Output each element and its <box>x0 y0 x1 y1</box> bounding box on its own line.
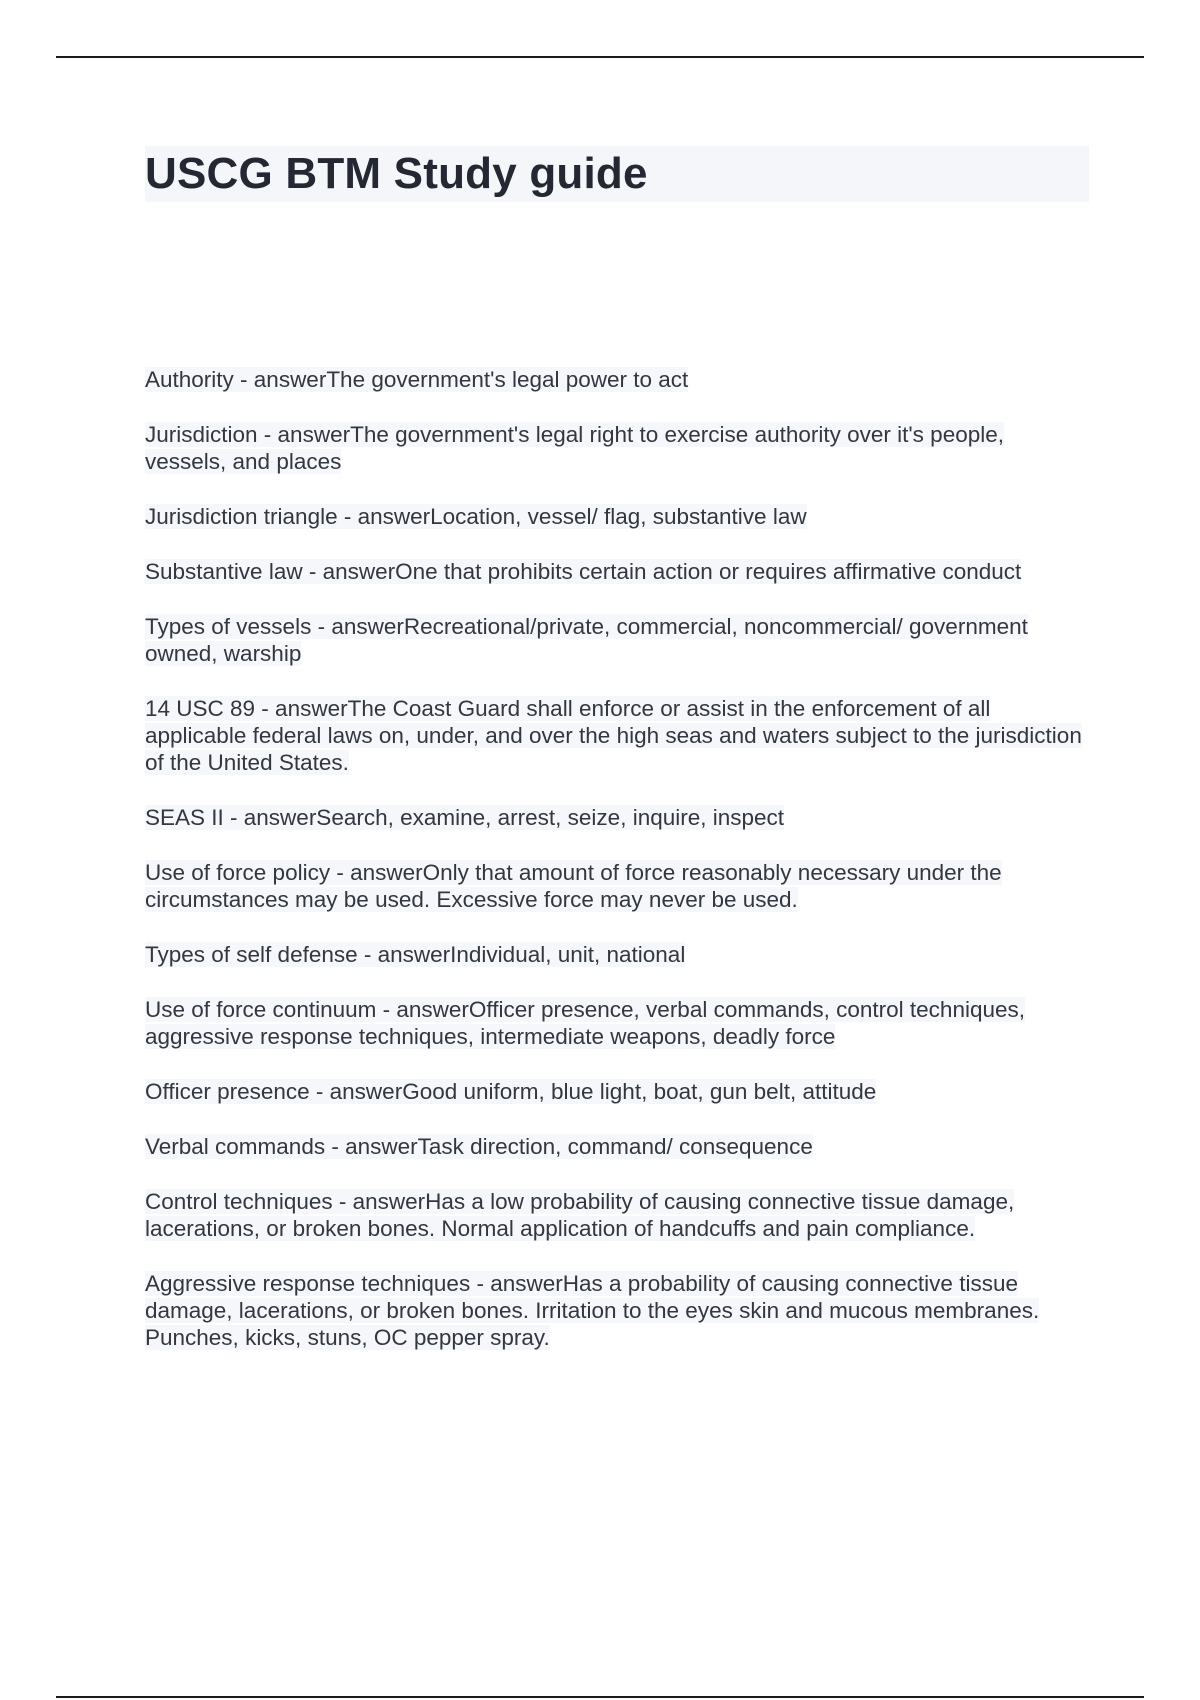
flashcard-entry <box>145 695 1089 776</box>
flashcard-text: Verbal commands - answerTask direction, command/ consequence <box>145 1134 813 1159</box>
flashcard-text: Authority - answerThe government's legal power to act <box>145 367 689 392</box>
bottom-rule <box>56 1696 1144 1698</box>
flashcard-entry <box>145 859 1089 913</box>
flashcard-text: Control techniques - answerHas a low probability of causing connective tissue damage, lacerations, or broken bones. Normal application of handcuffs and pain compliance. <box>145 1189 1015 1241</box>
flashcard-entry <box>145 1078 1089 1105</box>
flashcard-text: SEAS II - answerSearch, examine, arrest, seize, inquire, inspect <box>145 805 785 830</box>
flashcard-text: Types of self defense - answerIndividual, unit, national <box>145 942 686 967</box>
flashcard-text: Use of force policy - answerOnly that amount of force reasonably necessary under the circumstances may be used. Excessive force may never be used. <box>145 860 1002 912</box>
flashcard-entry <box>145 613 1089 667</box>
flashcard-entry <box>145 996 1089 1050</box>
flashcard-text: Jurisdiction triangle - answerLocation, vessel/ flag, substantive law <box>145 504 807 529</box>
top-rule <box>56 56 1144 58</box>
flashcard-entry <box>145 941 1089 968</box>
flashcard-text: Substantive law - answerOne that prohibits certain action or requires affirmative conduct <box>145 559 1022 584</box>
flashcard-entry <box>145 1270 1089 1351</box>
flashcard-text: 14 USC 89 - answerThe Coast Guard shall enforce or assist in the enforcement of all applicable federal laws on, under, and over the high seas and waters subject to the jurisdiction of the United States. <box>145 696 1082 775</box>
flashcard-list <box>145 366 1089 1379</box>
flashcard-entry <box>145 1188 1089 1242</box>
flashcard-entry <box>145 1133 1089 1160</box>
flashcard-entry <box>145 421 1089 475</box>
flashcard-text: Use of force continuum - answerOfficer presence, verbal commands, control techniques, aggressive response techniques, intermediate weapons, deadly force <box>145 997 1025 1049</box>
flashcard-entry <box>145 366 1089 393</box>
flashcard-text: Jurisdiction - answerThe government's legal right to exercise authority over it's people, vessels, and places <box>145 422 1004 474</box>
flashcard-entry <box>145 804 1089 831</box>
flashcard-text: Aggressive response techniques - answerHas a probability of causing connective tissue damage, lacerations, or broken bones. Irritation to the eyes skin and mucous membranes. Punches, kicks, stuns, OC pepper spray. <box>145 1271 1040 1350</box>
flashcard-text: Types of vessels - answerRecreational/private, commercial, noncommercial/ government owned, warship <box>145 614 1028 666</box>
page-title: USCG BTM Study guide <box>145 149 648 198</box>
flashcard-entry <box>145 503 1089 530</box>
flashcard-entry <box>145 558 1089 585</box>
flashcard-text: Officer presence - answerGood uniform, blue light, boat, gun belt, attitude <box>145 1079 877 1104</box>
